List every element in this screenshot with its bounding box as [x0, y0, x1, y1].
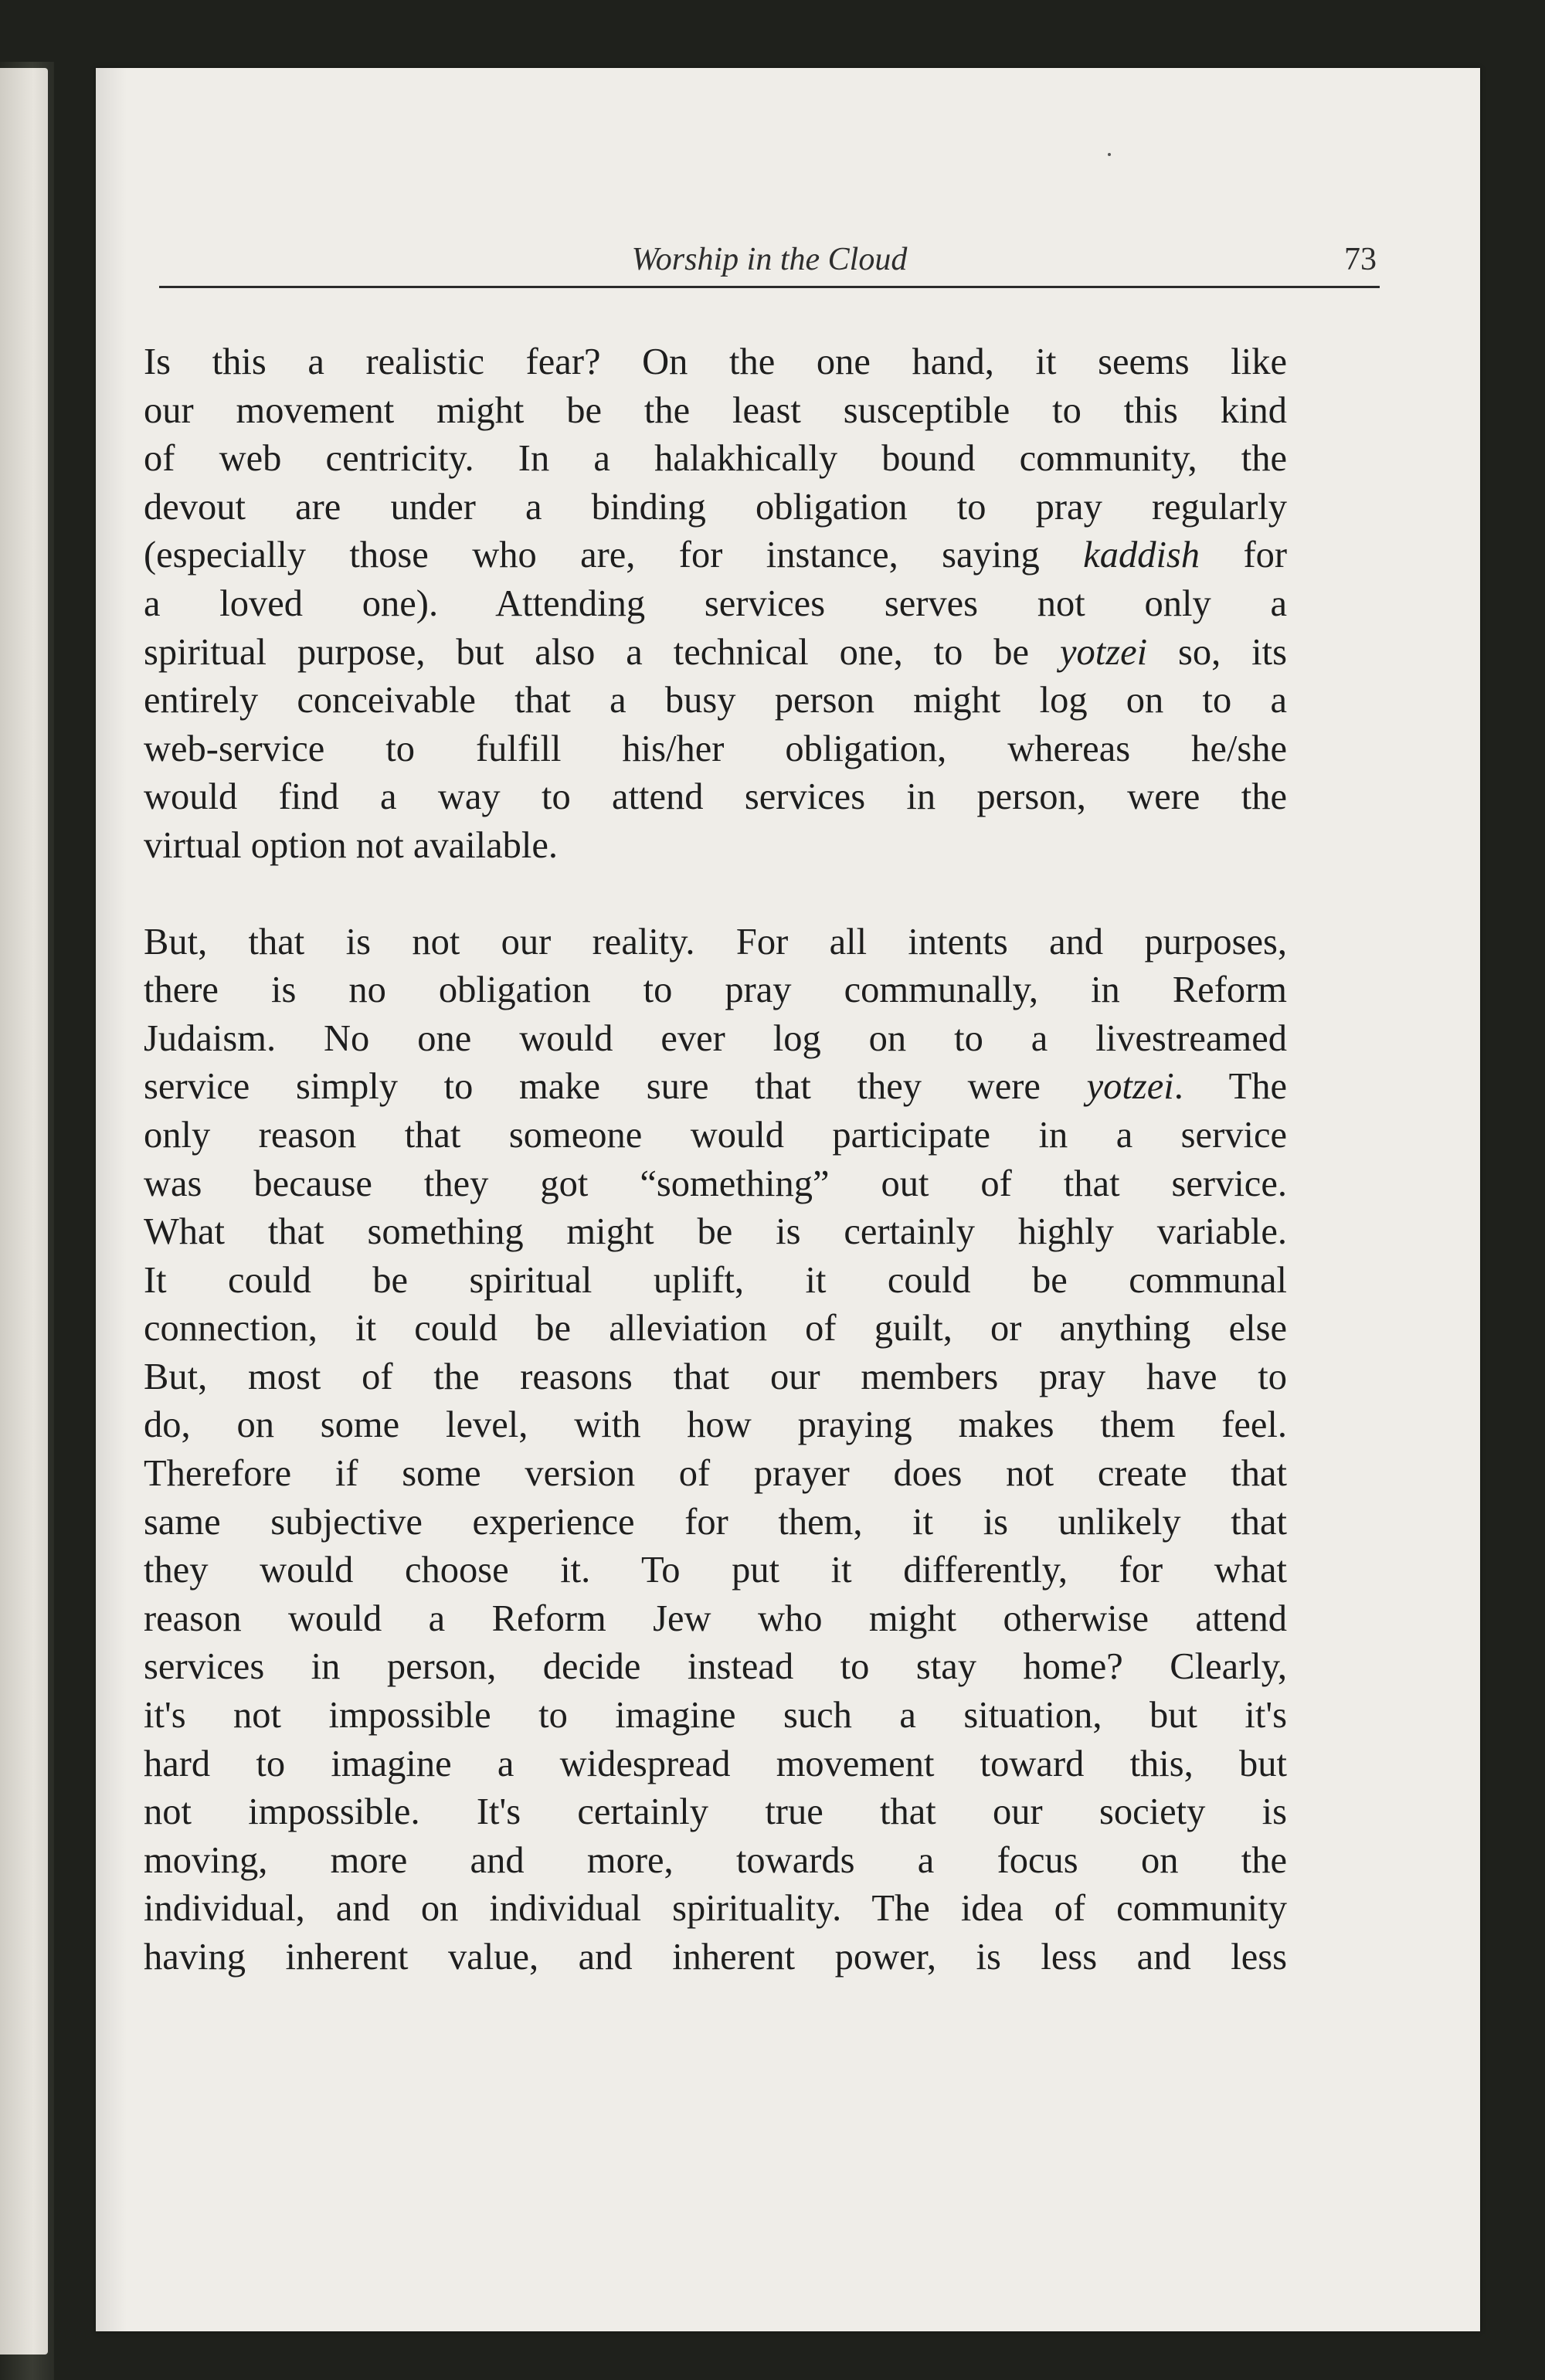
- paragraph-gap: [144, 871, 1287, 918]
- paragraph-2: [144, 918, 1287, 1982]
- text-line: virtual option not available.: [144, 824, 559, 866]
- text-line: was because they got “something” out of that service.: [144, 1163, 1287, 1204]
- text-line: connection, it could be alleviation of guilt, or anything else: [144, 1308, 1287, 1350]
- text-line: would find a way to attend services in person, were the: [144, 776, 1287, 818]
- text-line: our movement might be the least susceptible to this kind: [144, 389, 1287, 431]
- running-header: [159, 238, 1380, 288]
- text-line: devout are under a binding obligation to pray regularly: [144, 486, 1287, 528]
- text-line: having inherent value, and inherent power, is less and less: [144, 1937, 1287, 1978]
- text-line: do, on some level, with how praying makes them feel.: [144, 1404, 1287, 1446]
- text-line: there is no obligation to pray communally, in Reform: [144, 969, 1287, 1011]
- text-line: a loved one). Attending services serves not only a: [144, 582, 1287, 624]
- text-line: service simply to make sure that they were yotzei. The: [144, 1066, 1288, 1108]
- text-line: But, that is not our reality. For all intents and purposes,: [144, 921, 1287, 963]
- gutter-shadow: [96, 68, 127, 2331]
- text-line: it's not impossible to imagine such a situation, but it's: [144, 1695, 1287, 1737]
- text-line: they would choose it. To put it differently, for what: [144, 1550, 1287, 1591]
- text-line: of web centricity. In a halakhically bound community, the: [144, 438, 1287, 480]
- text-line: It could be spiritual uplift, it could be communal: [144, 1259, 1287, 1301]
- text-line: moving, more and more, towards a focus on the: [144, 1839, 1287, 1881]
- text-line: Judaism. No one would ever log on to a livestreamed: [144, 1017, 1287, 1059]
- text-line: same subjective experience for them, it is unlikely that: [144, 1501, 1287, 1543]
- body-text: [144, 338, 1287, 1982]
- paper-speck: [1108, 153, 1111, 156]
- running-title: Worship in the Cloud: [631, 242, 908, 277]
- text-line: entirely conceivable that a busy person might log on to a: [144, 680, 1287, 721]
- text-line: individual, and on individual spirituality. The idea of community: [144, 1888, 1287, 1930]
- text-line: hard to imagine a widespread movement toward this, but: [144, 1743, 1287, 1784]
- text-line: services in person, decide instead to stay home? Clearly,: [144, 1646, 1287, 1688]
- page-number: 73: [1344, 242, 1377, 277]
- text-line: not impossible. It's certainly true that our society is: [144, 1791, 1287, 1833]
- text-line: spiritual purpose, but also a technical one, to be yotzei so, its: [144, 631, 1287, 673]
- book-page: [96, 68, 1480, 2331]
- text-line: reason would a Reform Jew who might otherwise attend: [144, 1597, 1287, 1639]
- text-line: But, most of the reasons that our members pray have to: [144, 1356, 1287, 1397]
- text-line: Is this a realistic fear? On the one hand, it seems like: [144, 341, 1287, 382]
- previous-page-edge: [0, 68, 48, 2355]
- text-line: web-service to fulfill his/her obligation, whereas he/she: [144, 728, 1287, 769]
- text-line: Therefore if some version of prayer does not create that: [144, 1453, 1287, 1495]
- text-line: (especially those who are, for instance, saying kaddish for: [144, 535, 1287, 576]
- text-line: What that something might be is certainly highly variable.: [144, 1211, 1287, 1253]
- text-line: only reason that someone would participate in a service: [144, 1114, 1287, 1156]
- paragraph-1: [144, 338, 1287, 871]
